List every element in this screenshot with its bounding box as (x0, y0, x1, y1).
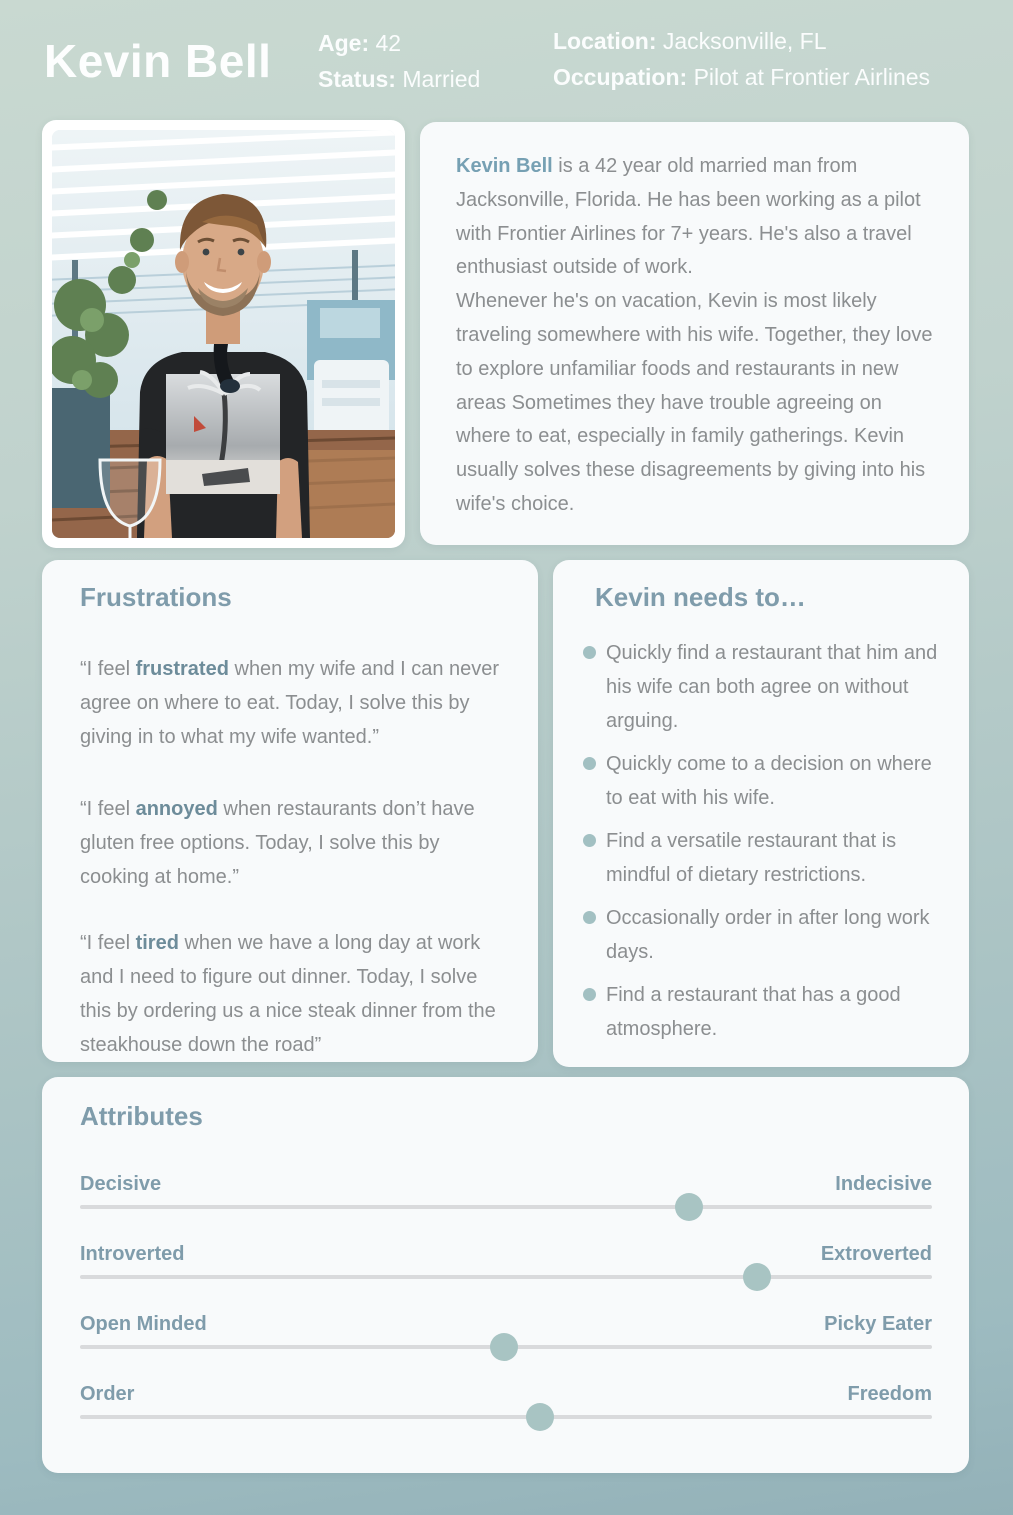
quote-text: when my wife and I can never agree on where to eat. Today, I solve this by giving in to what my wife wanted.” (80, 658, 500, 748)
slider-knob[interactable] (526, 1403, 554, 1431)
bio-name-highlight: Kevin Bell (456, 155, 553, 177)
frustrations-card (42, 560, 538, 1062)
frustration-quote (80, 926, 504, 1062)
needs-item (583, 636, 949, 738)
slider-right-label: Picky Eater (824, 1313, 932, 1335)
bio-paragraph-1: is a 42 year old married man from Jacksonville, Florida. He has been working as a pilot with Frontier Airlines for 7+ years. He's also a travel enthusiast outside of work. (456, 155, 921, 279)
location-label: Location: (553, 28, 657, 54)
slider-knob[interactable] (743, 1263, 771, 1291)
needs-card (553, 560, 969, 1067)
bio-card (420, 122, 969, 545)
needs-item (583, 747, 949, 815)
needs-item-text: Find a restaurant that has a good atmosphere. (606, 984, 901, 1040)
bullet-icon (583, 834, 596, 847)
attributes-title: Attributes (80, 1101, 203, 1131)
slider-right-label: Freedom (847, 1383, 932, 1405)
bullet-icon (583, 757, 596, 770)
frustrations-title: Frustrations (80, 582, 232, 612)
slider-left-label: Order (80, 1383, 135, 1405)
attribute-slider-introverted-extroverted (42, 1243, 969, 1313)
needs-item (583, 824, 949, 892)
persona-photo (52, 130, 395, 538)
attribute-slider-decisive-indecisive (42, 1173, 969, 1243)
bio-paragraph-2: Whenever he's on vacation, Kevin is most likely traveling somewhere with his wife. Together, they love to explore unfamiliar foods and restaurants in new areas Sometimes they have trouble agreeing on where to eat, especially in family gatherings. Kevin usually solves these disagreements by giving into his wife's choice. (456, 290, 933, 515)
slider-right-label: Indecisive (835, 1173, 932, 1195)
status-value: Married (402, 66, 481, 92)
bullet-icon (583, 911, 596, 924)
needs-item-text: Quickly come to a decision on where to eat with his wife. (606, 753, 932, 809)
photo-card (42, 120, 405, 548)
persona-photo-illustration (52, 130, 395, 538)
needs-item-text: Quickly find a restaurant that him and his wife can both agree on without arguing. (606, 642, 938, 732)
attributes-card (42, 1077, 969, 1473)
slider-track[interactable] (80, 1415, 932, 1419)
age-field (318, 30, 401, 57)
slider-left-label: Decisive (80, 1173, 162, 1195)
frustration-quote (80, 792, 504, 894)
quote-keyword: frustrated (135, 658, 229, 680)
attribute-slider-openminded-pickyeater (42, 1313, 969, 1383)
needs-item (583, 978, 949, 1046)
bullet-icon (583, 646, 596, 659)
occupation-field (553, 64, 930, 91)
location-field (553, 28, 827, 55)
slider-knob[interactable] (490, 1333, 518, 1361)
slider-knob[interactable] (675, 1193, 703, 1221)
persona-name: Kevin Bell (44, 35, 272, 87)
quote-text: “I feel (80, 932, 136, 954)
status-field (318, 66, 480, 93)
status-label: Status: (318, 66, 396, 92)
quote-keyword: tired (135, 932, 179, 954)
age-label: Age: (318, 30, 370, 56)
needs-item-text: Find a versatile restaurant that is mindful of dietary restrictions. (606, 830, 897, 886)
quote-text: when restaurants don’t have gluten free options. Today, I solve this by cooking at home.” (80, 798, 475, 888)
occupation-value: Pilot at Frontier Airlines (693, 64, 931, 90)
location-value: Jacksonville, FL (662, 28, 827, 54)
needs-item-text: Occasionally order in after long work days. (606, 907, 930, 963)
age-value: 42 (375, 30, 402, 56)
quote-text: “I feel (80, 798, 136, 820)
frustration-quote (80, 652, 504, 754)
bullet-icon (583, 988, 596, 1001)
quote-text: “I feel (80, 658, 136, 680)
bio-text (456, 150, 938, 522)
attribute-slider-order-freedom (42, 1383, 969, 1453)
slider-track[interactable] (80, 1205, 932, 1209)
needs-list (583, 636, 949, 1055)
quote-keyword: annoyed (135, 798, 218, 820)
slider-right-label: Extroverted (820, 1243, 932, 1265)
slider-track[interactable] (80, 1275, 932, 1279)
needs-item (583, 901, 949, 969)
slider-left-label: Introverted (80, 1243, 185, 1265)
quote-text: when we have a long day at work and I need to figure out dinner. Today, I solve this by ordering us a nice steak dinner from the steakhouse down the road” (80, 932, 496, 1056)
occupation-label: Occupation: (553, 64, 688, 90)
slider-left-label: Open Minded (80, 1313, 207, 1335)
needs-title: Kevin needs to… (595, 582, 806, 612)
slider-track[interactable] (80, 1345, 932, 1349)
header (0, 0, 1013, 120)
